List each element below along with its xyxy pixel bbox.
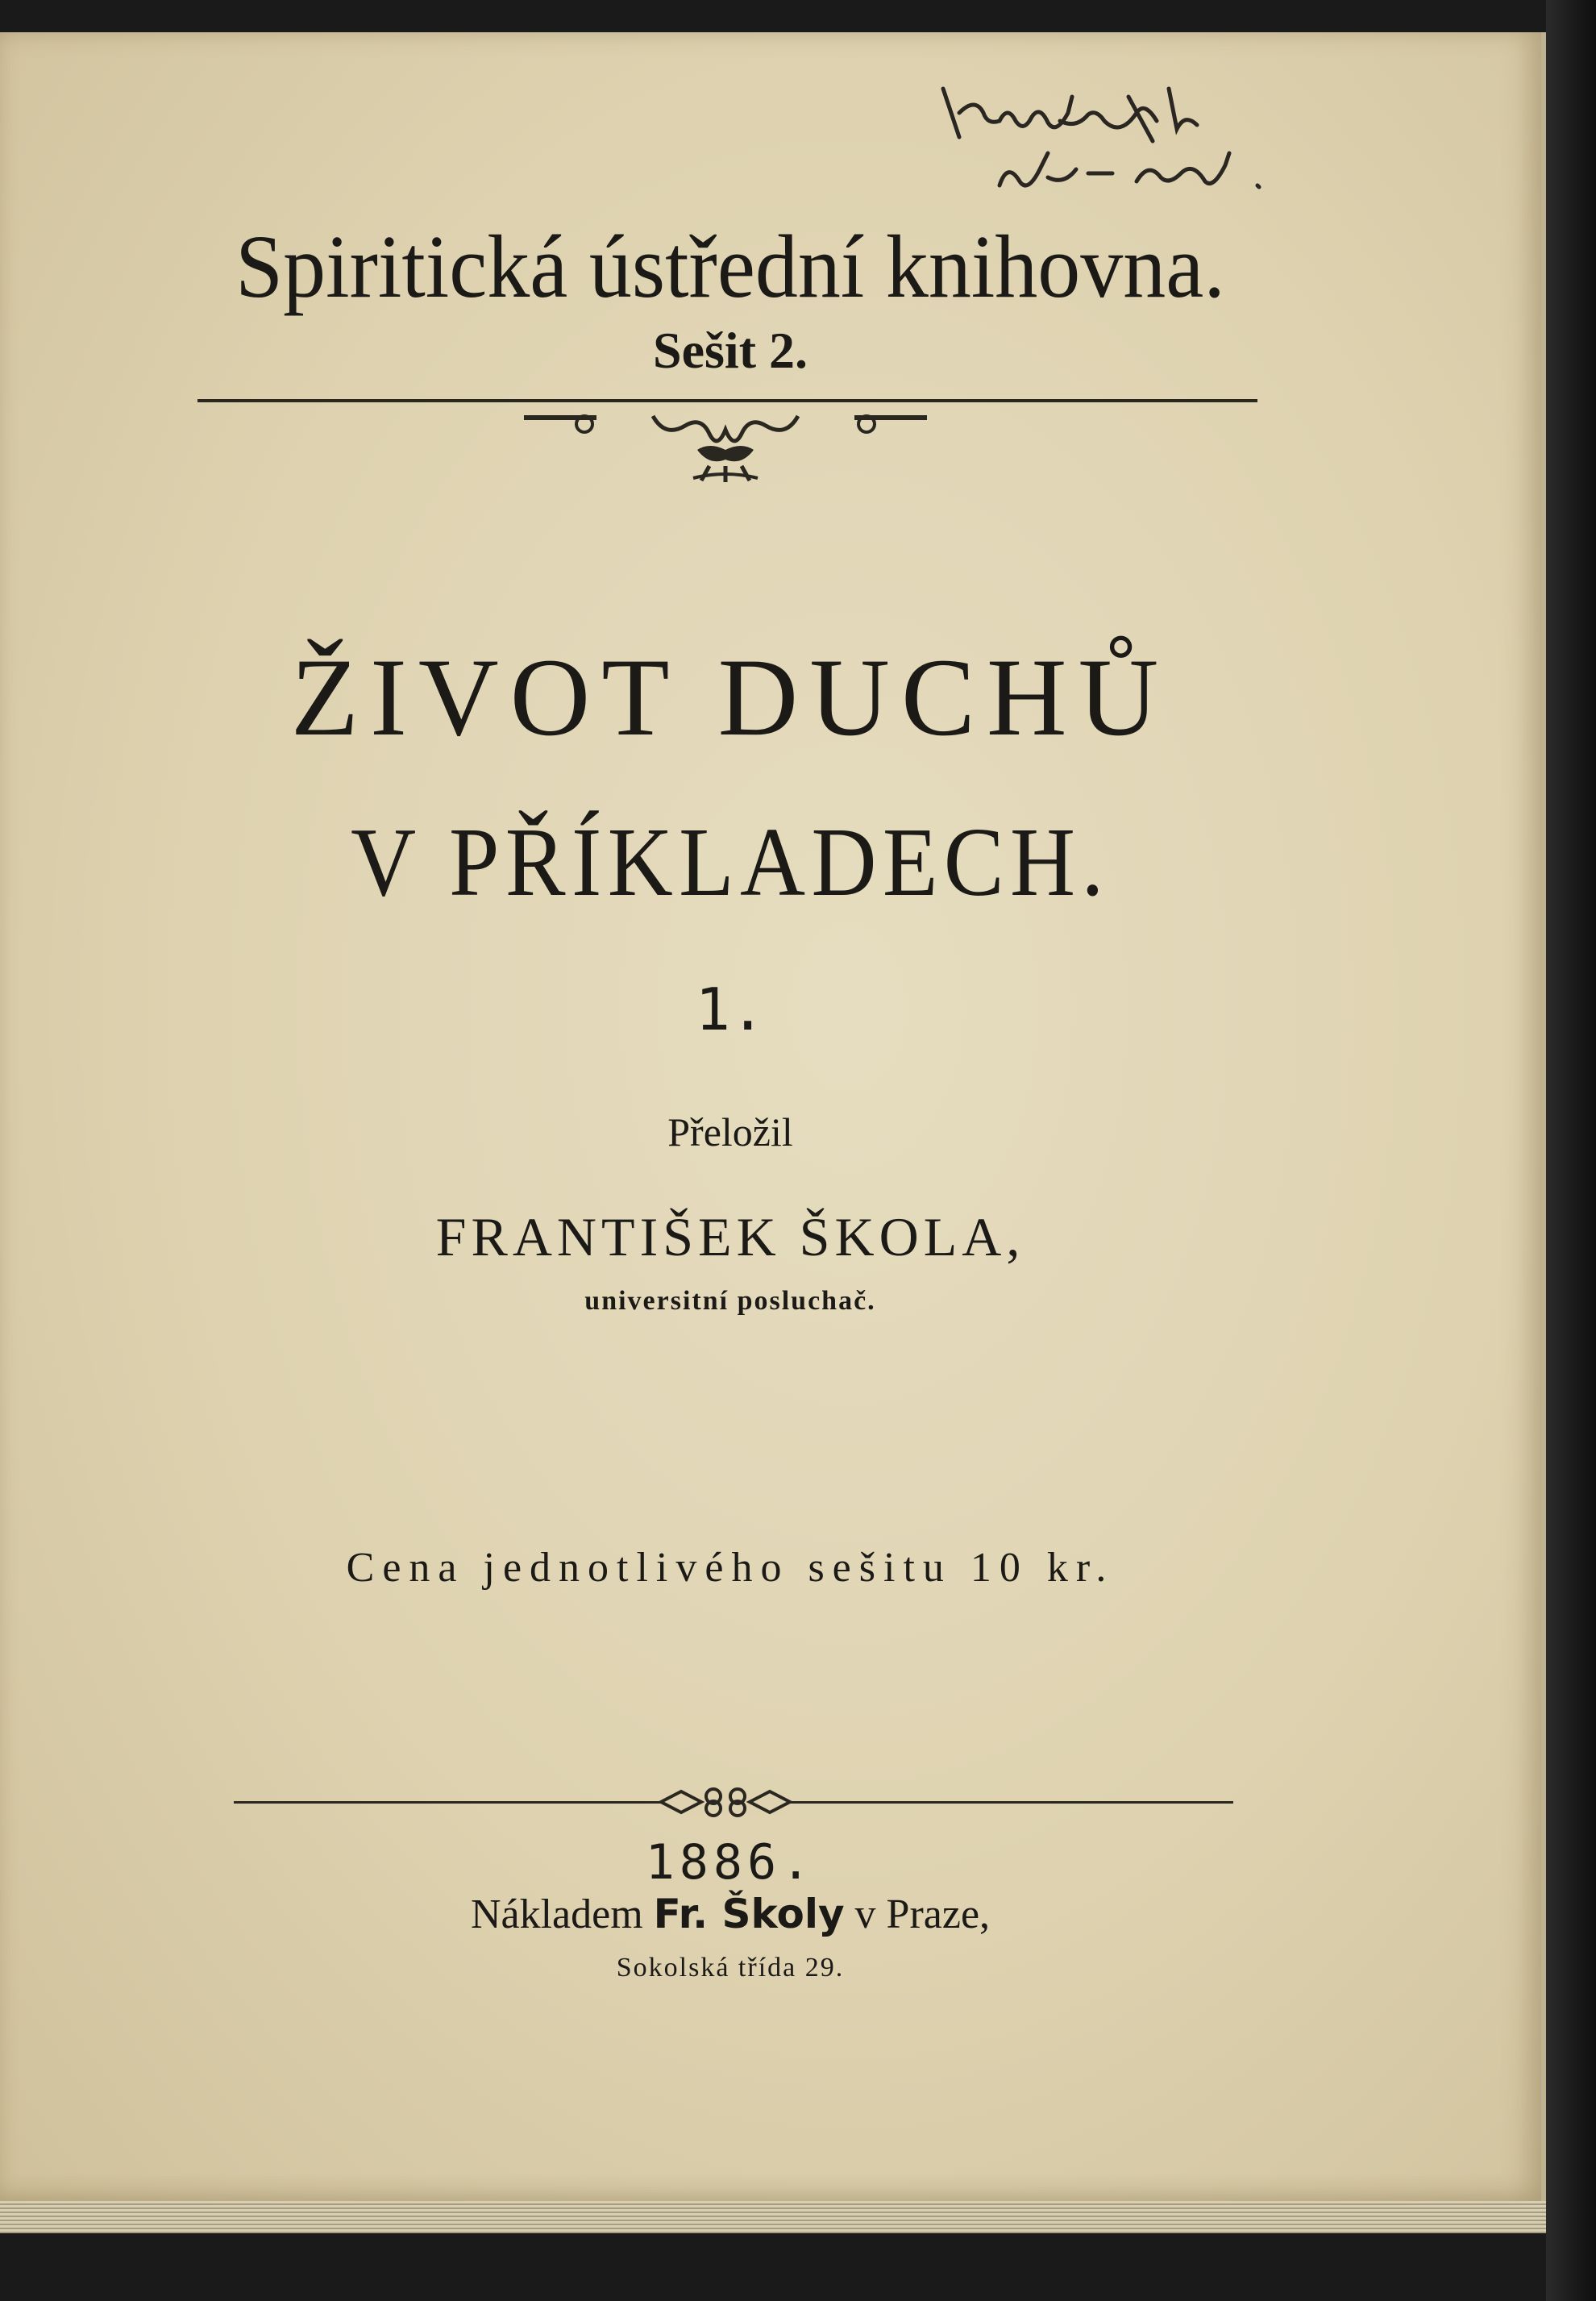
publisher-location: v Praze, xyxy=(854,1891,991,1937)
series-title: Spiritická ústřední knihovna. xyxy=(235,217,1225,316)
publisher-name: Fr. Školy xyxy=(653,1891,845,1937)
book-page xyxy=(0,32,1546,2201)
book-binding xyxy=(1546,0,1596,2301)
issue-number: Sešit 2. xyxy=(653,322,808,379)
book-title-line-1: ŽIVOT DUCHŮ xyxy=(290,635,1170,759)
volume-number: 1. xyxy=(695,976,766,1043)
publication-year: 1886. xyxy=(645,1834,816,1891)
translator-role: universitní posluchač. xyxy=(584,1286,876,1316)
handwritten-signature xyxy=(927,64,1282,202)
publisher-address: Sokolská třída 29. xyxy=(616,1953,845,1983)
publisher-line xyxy=(0,1891,1461,1938)
book-title-line-2: V PŘÍKLADECH. xyxy=(351,808,1110,917)
ornament-knot-icon xyxy=(645,1782,806,1822)
price-line: Cena jednotlivého sešitu 10 kr. xyxy=(346,1545,1115,1591)
translated-by-label: Přeložil xyxy=(667,1109,793,1155)
publisher-prefix: Nákladem xyxy=(470,1891,643,1937)
page-edges xyxy=(0,2201,1548,2233)
translator-name: FRANTIŠEK ŠKOLA, xyxy=(435,1206,1025,1267)
ornament-flourish-icon xyxy=(524,402,927,490)
